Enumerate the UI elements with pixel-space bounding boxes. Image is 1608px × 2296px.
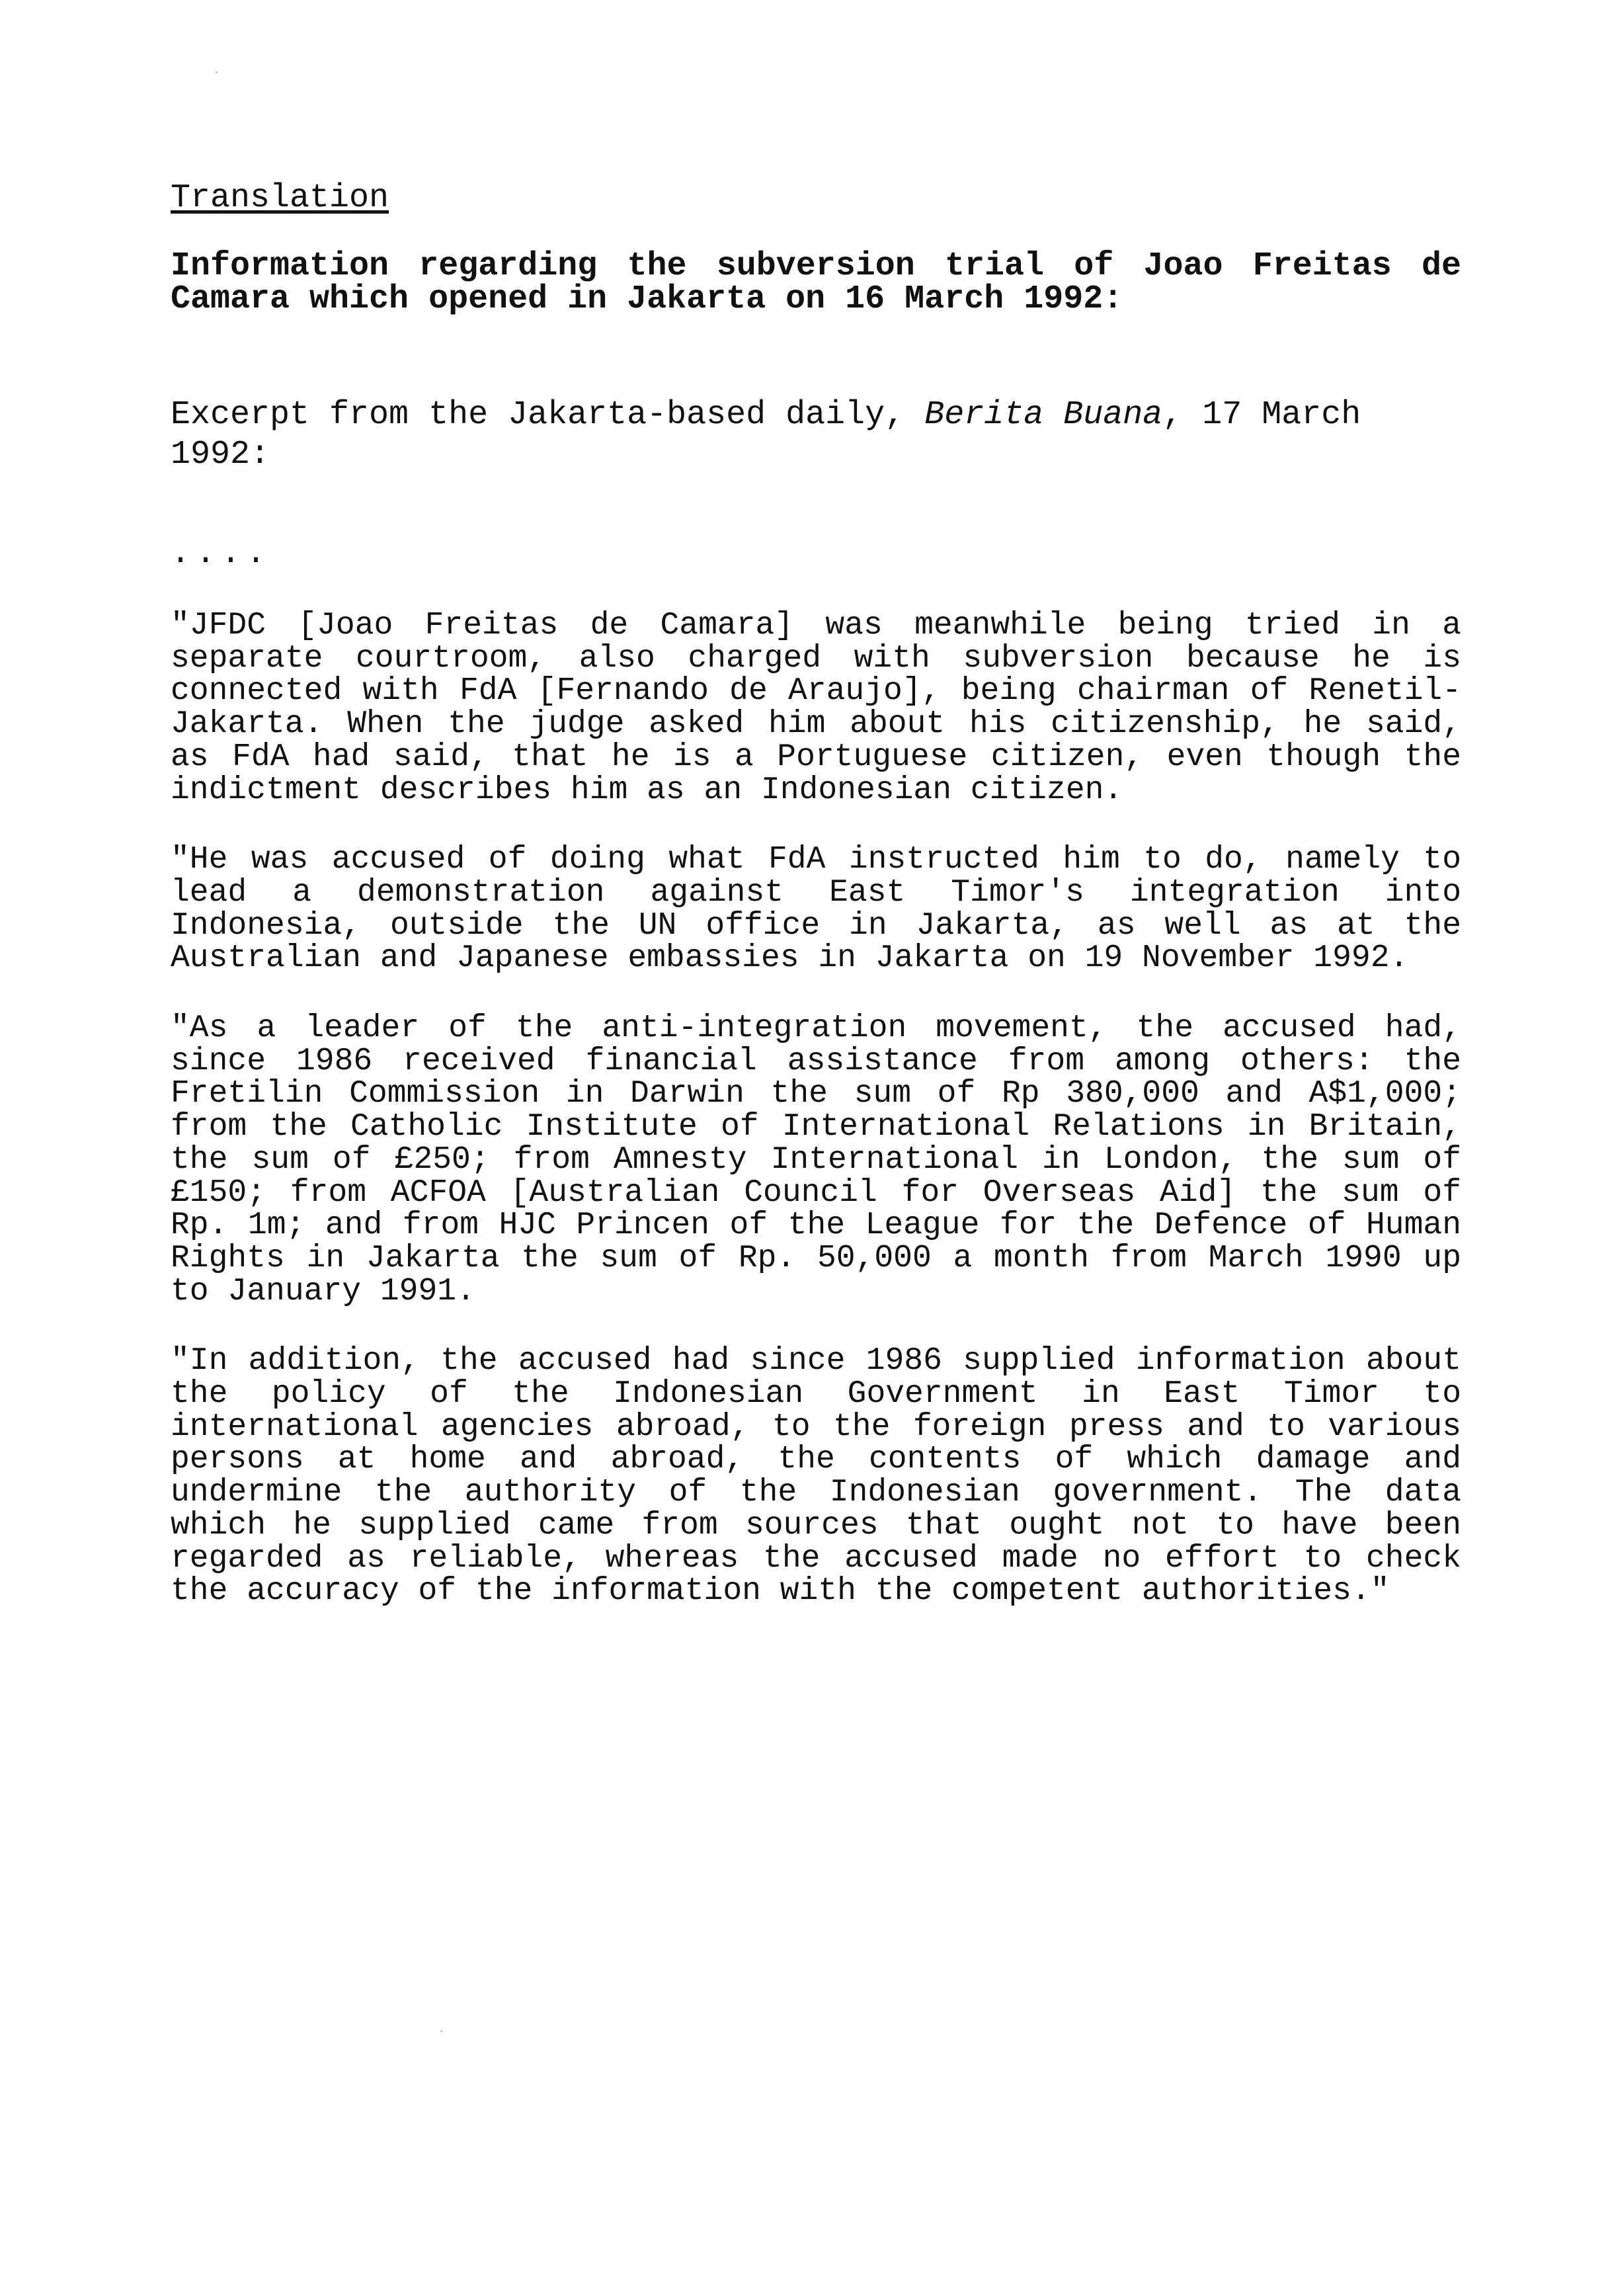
paragraph-financial-assistance: "As a leader of the anti-integration movement, the accused had, since 1986 received financial assistance from among others: the Fretilin Commission in Darwin the sum of Rp 380,000 and A$1,000; from the Catholic Institute of International Relations in Britain, the sum of £250; from Amnesty International in London, the sum of £150; from ACFOA [Australian Council for Overseas Aid] the sum of Rp. 1m; and from HJC Princen of the League for the Defence of Human Rights in Jakarta the sum of Rp. 50,000 a month from March 1990 up to January 1991. (171, 1010, 1461, 1309)
excerpt-suffix: , 17 March 1992: (171, 396, 1361, 473)
excerpt-prefix: Excerpt from the Jakarta-based daily, (171, 396, 925, 434)
document-label: Translation (171, 179, 389, 217)
scan-speck (216, 71, 218, 73)
omission-ellipsis: .... (171, 535, 272, 573)
paragraph-demonstration: "He was accused of doing what FdA instructed him to do, namely to lead a demonstration against East Timor's integration into Indonesia, outside the UN office in Jakarta, as well as at the Australian and Japanese embassies in Jakarta on 19 November 1992. (171, 842, 1461, 977)
paragraph-information-supplied: "In addition, the accused had since 1986 supplied information about the policy of the Indonesian Government in East Timor to international agencies abroad, to the foreign press and to various persons at home and abroad, the contents of which damage and undermine the authority of the Indonesian government. The data which he supplied came from sources that ought not to have been regarded as reliable, whereas the accused made no effort to check the accuracy of the information with the competent authorities." (171, 1343, 1461, 1610)
document-body (171, 179, 1461, 1608)
excerpt-source-line (171, 395, 1461, 475)
document-title: Information regarding the subversion trial of Joao Freitas de Camara which opened in Jakarta on 16 March 1992: (171, 247, 1461, 318)
scan-speck (440, 2030, 442, 2032)
paragraph-citizenship: "JFDC [Joao Freitas de Camara] was meanwhile being tried in a separate courtroom, also charged with subversion because he is connected with FdA [Fernando de Araujo], being chairman of Renetil-Jakarta. When the judge asked him about his citizenship, he said, as FdA had said, that he is a Portuguese citizen, even though the indictment describes him as an Indonesian citizen. (171, 608, 1461, 808)
newspaper-name: Berita Buana (924, 396, 1163, 434)
